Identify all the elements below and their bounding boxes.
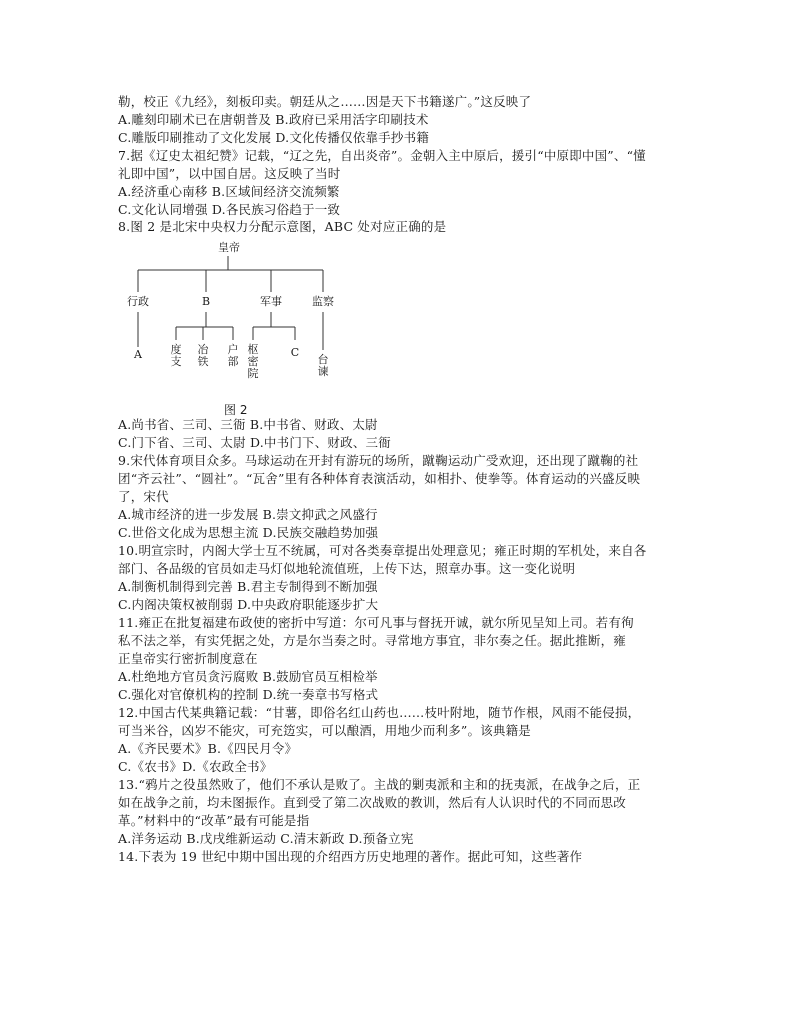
- node-duzhi: 度支: [170, 343, 182, 368]
- question-7: 7.据《辽史太祖纪赞》记载，“辽之先，自出炎帝”。金朝入主中原后，援引“中原即中国”、“懂: [118, 148, 646, 163]
- question-13: 13.“鸦片之役虽然败了，他们不承认是败了。主战的剿夷派和主和的抚夷派，在战争之后，正: [118, 777, 641, 792]
- node-c: C: [290, 346, 300, 359]
- text-line: 部门、各品级的官员如走马灯似地轮流值班，上传下达，照章办事。这一变化说明: [118, 561, 576, 576]
- node-administration: 行政: [127, 295, 149, 308]
- option-line: C.雕版印刷推动了文化发展 D.文化传播仅依靠手抄书籍: [118, 130, 430, 145]
- question-12: 12.中国古代某典籍记载：“甘薯，即俗名红山药也……枝叶附地，随节作根，风雨不能侵损，: [118, 705, 641, 720]
- text-line: 团“齐云社”、“圆社”。“瓦舍”里有各种体育表演活动，如相扑、使拳等。体育运动的兴盛反映: [118, 471, 641, 486]
- text-line: 如在战争之前，均未图振作。直到受了第二次战败的教训，然后有人认识时代的不同而思改: [118, 795, 627, 810]
- diagram-connectors: [118, 240, 346, 400]
- node-taijian: 台谏: [317, 353, 329, 378]
- option-line: A.《齐民要术》B.《四民月令》: [118, 741, 298, 756]
- power-distribution-diagram: [118, 240, 346, 400]
- option-line: A.尚书省、三司、三衙 B.中书省、财政、太尉: [118, 417, 378, 432]
- option-line: A.杜绝地方官员贪污腐败 B.鼓励官员互相检举: [118, 669, 378, 684]
- question-8: 8.图 2 是北宋中央权力分配示意图，ABC 处对应正确的是: [118, 219, 447, 234]
- text-line: 正皇帝实行密折制度意在: [118, 651, 258, 666]
- node-b: B: [201, 295, 211, 308]
- node-supervision: 监察: [312, 295, 334, 308]
- node-shumiyuan: 枢密院: [247, 343, 259, 380]
- text-line: 可当米谷，凶岁不能灾，可充笾实，可以酿酒，用地少而利多”。该典籍是: [118, 723, 531, 738]
- option-line: A.雕刻印刷术已在唐朝普及 B.政府已采用活字印刷技术: [118, 112, 429, 127]
- node-yetie: 冶铁: [197, 343, 209, 368]
- question-10: 10.明宣宗时，内阁大学士互不统属，可对各类奏章提出处理意见；雍正时期的军机处，来自各: [118, 543, 647, 558]
- node-emperor: 皇帝: [218, 241, 240, 254]
- option-line: A.城市经济的进一步发展 B.崇文抑武之风盛行: [118, 507, 378, 522]
- node-a: A: [134, 348, 142, 361]
- text-line: 私不法之举，有实凭据之处，方是尔当奏之时。寻常地方事宜，非尔奏之任。据此推断，雍: [118, 633, 627, 648]
- option-line: C.强化对官僚机构的控制 D.统一奏章书写格式: [118, 687, 379, 702]
- text-line: 勒，校正《九经》，刻板印卖。朝廷从之……因是天下书籍遂广。”这反映了: [118, 94, 532, 109]
- option-line: C.世俗文化成为思想主流 D.民族交融趋势加强: [118, 525, 379, 540]
- option-line: A.经济重心南移 B.区域间经济交流频繁: [118, 184, 340, 199]
- node-hubu: 户部: [227, 343, 239, 368]
- option-line: A.制衡机制得到完善 B.君主专制得到不断加强: [118, 579, 378, 594]
- option-line: C.《农书》D.《农政全书》: [118, 759, 273, 774]
- option-line: C.门下省、三司、太尉 D.中书门下、财政、三衙: [118, 435, 391, 450]
- text-line: 了，宋代: [118, 489, 169, 504]
- option-line: C.内阁决策权被削弱 D.中央政府职能逐步扩大: [118, 597, 379, 612]
- text-line: 礼即中国”，以中国自居。这反映了当时: [118, 166, 341, 181]
- option-line: C.文化认同增强 D.各民族习俗趋于一致: [118, 202, 341, 217]
- text-line: 革。”材料中的“改革”最有可能是指: [118, 813, 310, 828]
- question-14: 14.下表为 19 世纪中期中国出现的介绍西方历史地理的著作。据此可知，这些著作: [118, 849, 583, 864]
- question-11: 11.雍正在批复福建布政使的密折中写道：尔可凡事与督抚开诚，就尔所见呈知上司。若有徇: [118, 615, 634, 630]
- question-9: 9.宋代体育项目众多。马球运动在开封有游玩的场所，蹴鞠运动广受欢迎，还出现了蹴鞠的社: [118, 453, 639, 468]
- figure-caption: 图 2: [224, 403, 248, 417]
- option-line: A.洋务运动 B.戊戌维新运动 C.清末新政 D.预备立宪: [118, 831, 414, 846]
- node-military: 军事: [260, 295, 282, 308]
